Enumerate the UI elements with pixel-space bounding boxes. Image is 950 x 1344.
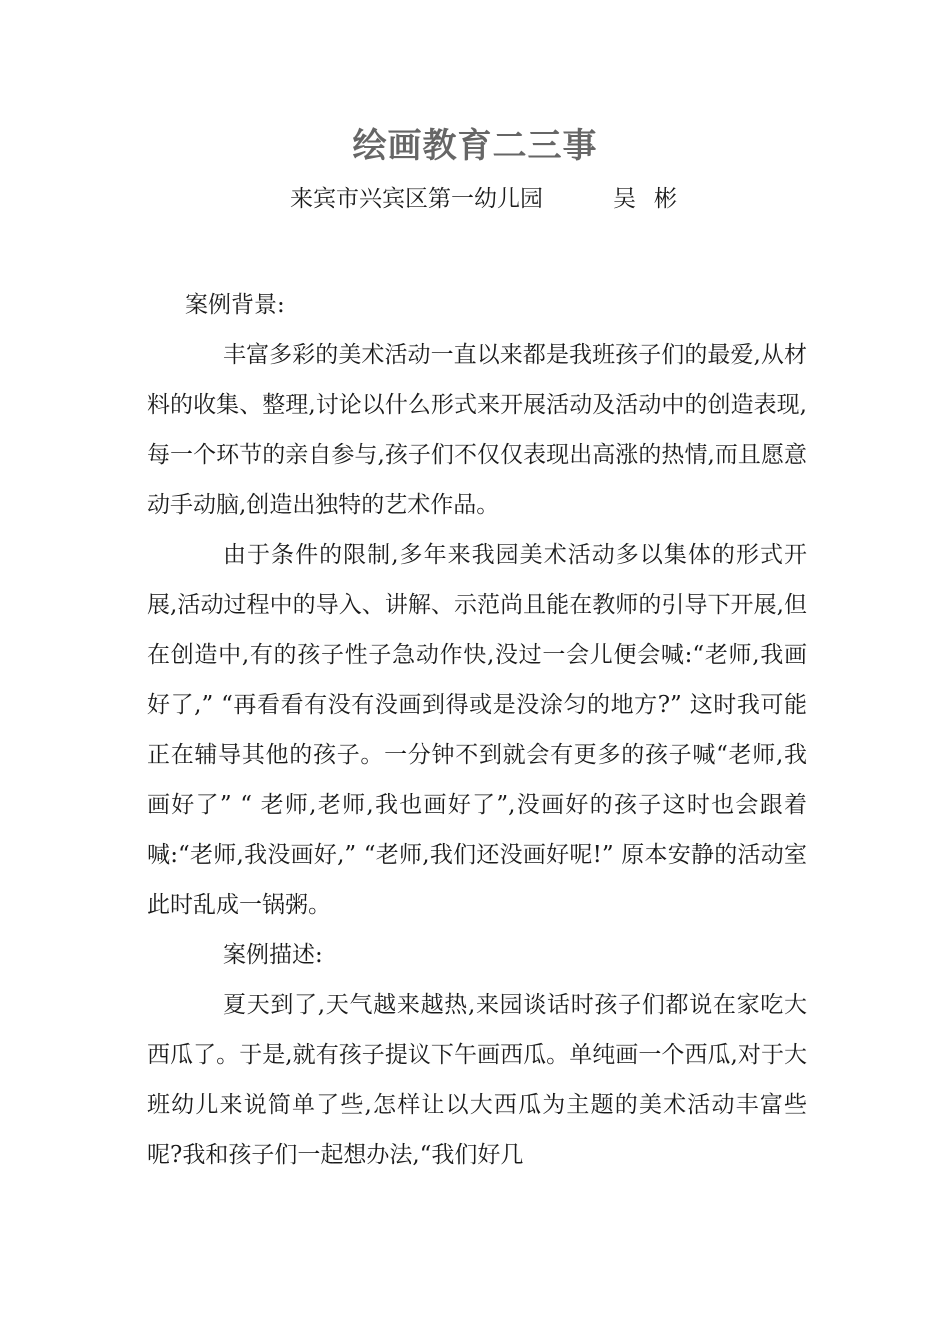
paragraph: 丰富多彩的美术活动一直以来都是我班孩子们的最爱,从材料的收集、整理,讨论以什么形式来开展活动及活动中的创造表现,每一个环节的亲自参与,孩子们不仅仅表现出高涨的热情,而且愿意动手动脑,创造出独特的艺术作品。 <box>147 342 807 518</box>
section-heading-description: 案例描述: <box>223 942 323 968</box>
paragraph: 由于条件的限制,多年来我园美术活动多以集体的形式开展,活动过程中的导入、讲解、示范尚且能在教师的引导下开展,但在创造中,有的孩子性子急动作快,没过一会儿便会喊:“老师,我画好了,” “再看看有没有没画到得或是没涂匀的地方?” 这时我可能正在辅导其他的孩子。一分钟不到就会有更多的孩子喊“老师,我画好了” “ 老师,老师,我也画好了”,没画好的孩子这时也会跟着喊:“老师,我没画好,” “老师,我们还没画好呢!” 原本安静的活动室此时乱成一锅粥。 <box>147 542 807 918</box>
paragraph: 夏天到了,天气越来越热,来园谈话时孩子们都说在家吃大西瓜了。于是,就有孩子提议下午画西瓜。单纯画一个西瓜,对于大班幼儿来说简单了些,怎样让以大西瓜为主题的美术活动丰富些呢?我和孩子们一起想办法,“我们好几 <box>147 992 807 1168</box>
author-name: 吴彬 <box>613 186 695 212</box>
document-body <box>147 280 807 1180</box>
section-heading-background: 案例背景: <box>185 292 285 318</box>
organization-name: 来宾市兴宾区第一幼儿园 <box>290 186 543 212</box>
byline <box>290 181 695 217</box>
document-title: 绘画教育二三事 <box>352 126 598 166</box>
